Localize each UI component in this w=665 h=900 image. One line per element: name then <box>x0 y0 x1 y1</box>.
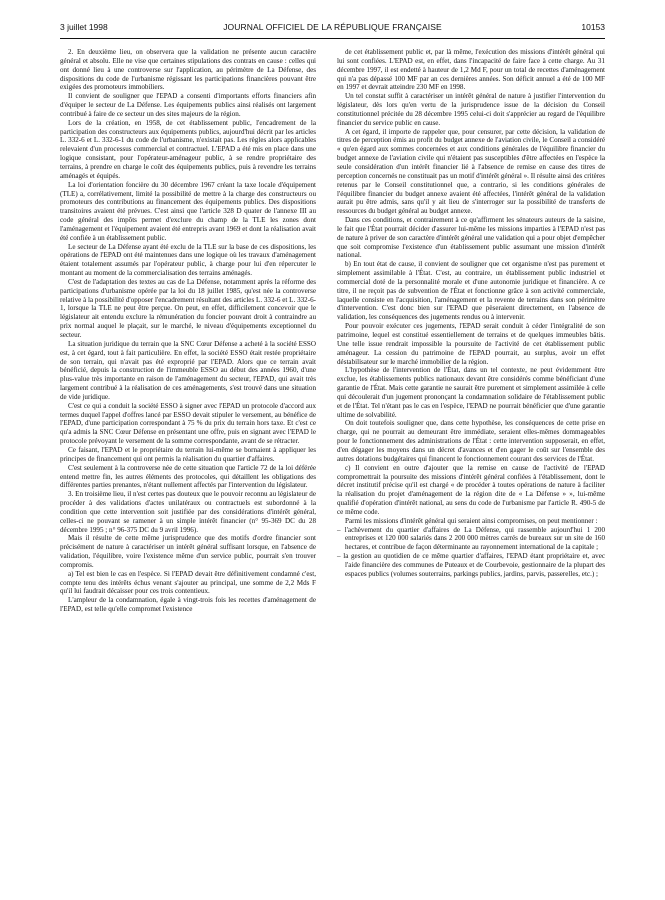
right-column <box>337 48 605 579</box>
paragraph: L'hypothèse de l'intervention de l'État, dans un tel contexte, ne peut évidemment être exclue, les établissements publics nationaux devant être considérés comme bénéficiant d'une garantie de l'État. Mais cette garantie ne saurait être purement et simplement assimilée à celle qui découlerait d'un jugement prononçant la condamnation solidaire de l'établissement public et de l'État. Tel n'étant pas le cas en l'espèce, l'EPAD ne pourrait bénéficier que d'une garantie ultime de solvabilité. <box>337 366 605 419</box>
list-item: – la gestion au quotidien de ce même quartier d'affaires, l'EPAD étant propriétaire et, avec l'aide financière des communes de Puteaux et de Courbevoie, gestionnaire de la plupart des espaces publics (volumes souterrains, parkings publics, jardins, parvis, passerelles, etc.) ; <box>337 552 605 579</box>
paragraph: Il convient de souligner que l'EPAD a consenti d'importants efforts financiers afin d'équiper le secteur de La Défense. Les équipements publics ainsi réalisés ont largement contribué à faire de ce secteur un des sites majeurs de la région. <box>60 92 316 118</box>
header-rule <box>60 38 605 39</box>
paragraph: Lors de la création, en 1958, de cet établissement public, l'encadrement de la participation des constructeurs aux équipements publics, aujourd'hui décrit par les articles L. 332-6 et L. 332-6-1 du code de l'urbanisme, n'existait pas. Les règles alors applicables relevaient d'un processus commercial et contractuel. L'EPAD a été mis en place dans une logique consistant, pour l'opérateur-aménageur public, à se rendre propriétaire des terrains, à prendre en charge le coût des équipements publics, puis à revendre les terrains aménagés et équipés. <box>60 118 316 180</box>
paragraph: c) Il convient en outre d'ajouter que la remise en cause de l'activité de l'EPAD compromettrait la poursuite des missions d'intérêt général confiées à l'établissement, dont le décret institutif précise qu'il est chargé « de procéder à toutes opérations de nature à faciliter la réalisation du projet d'aménagement de la région dite de « La Défense » », lui-même qualifié d'opération d'intérêt national, au sens du code de l'urbanisme par l'article R. 490-5 de ce même code. <box>337 463 605 516</box>
paragraph: C'est ce qui a conduit la société ESSO à signer avec l'EPAD un protocole d'accord aux termes duquel l'appel d'offres lancé par ESSO devait stipuler le versement, au bénéfice de l'EPAD, d'une participation correspondant à 75 % du prix du terrain hors taxe. Et c'est ce qu'a admis la SNC Cœur Défense en présentant une offre, puis en signant avec l'EPAD le protocole prévoyant le versement de la somme correspondante, avant de se rétracter. <box>60 401 316 446</box>
paragraph: 3. En troisième lieu, il n'est certes pas douteux que le pouvoir reconnu au législateur de procéder à des validations d'actes unilatéraux ou contractuels est subordonné à la condition que cette intervention soit justifiée par des considérations d'intérêt général, celles-ci ne pouvant se ramener à un simple intérêt financier (n° 95-369 DC du 28 décembre 1995 ; n° 96-375 DC du 9 avril 1996). <box>60 490 316 534</box>
left-column <box>60 48 316 614</box>
paragraph: Ce faisant, l'EPAD et le propriétaire du terrain lui-même se bornaient à appliquer les principes de financement qui ont permis la réalisation du quartier d'affaires. <box>60 445 316 463</box>
paragraph: On doit toutefois souligner que, dans cette hypothèse, les conséquences de cette prise en charge, qui ne pourrait au demeurant être immédiate, seraient elles-mêmes dommageables pour le fonctionnement des administrations de l'État : cette intervention supposerait, en effet, d'en dégager les moyens dans un décret d'avances et d'en gager le coût sur l'ensemble des autres dotations budgétaires qui financent le fonctionnement courant des services de l'État. <box>337 419 605 463</box>
header-journal-title: JOURNAL OFFICIEL DE LA RÉPUBLIQUE FRANÇAISE <box>223 22 442 32</box>
list-item: – l'achèvement du quartier d'affaires de La Défense, qui rassemble aujourd'hui 1 200 entreprises et 120 000 salariés dans 2 200 000 mètres carrés de bureaux sur un site de 160 hectares, et contribue de façon déterminante au rayonnement international de la capitale ; <box>337 526 605 553</box>
paragraph: Un tel constat suffit à caractériser un intérêt général de nature à justifier l'intervention du législateur, dès lors qu'en vertu de la jurisprudence issue de la décision du Conseil constitutionnel précitée du 28 décembre 1995 celui-ci doit s'apprécier au regard de l'équilibre financier du service public en cause. <box>337 92 605 127</box>
paragraph: Le secteur de La Défense ayant été exclu de la TLE sur la base de ces dispositions, les opérations de l'EPAD ont été maintenues dans une logique où les travaux d'aménagement étaient totalement assumés par l'opérateur public, à charge pour lui d'en répercuter le montant au moment de la commercialisation des terrains aménagés. <box>60 242 316 278</box>
page-header <box>60 22 605 36</box>
paragraph: L'ampleur de la condamnation, égale à vingt-trois fois les recettes d'aménagement de l'EPAD, est telle qu'elle compromet l'existence <box>60 596 316 614</box>
paragraph: Parmi les missions d'intérêt général qui seraient ainsi compromises, on peut mentionner : <box>345 516 598 525</box>
missions-list <box>337 526 605 579</box>
paragraph: La loi d'orientation foncière du 30 décembre 1967 créant la taxe locale d'équipement (TLE) a, corrélativement, limité la possibilité de mettre à la charge des constructeurs ou promoteurs des contributions au financement des équipements publics. Des dispositions transitoires avaient été prévues. C'est ainsi que l'article 328 D quater de l'annexe III au code général des impôts permet d'exclure du champ de la TLE les zones dont l'aménagement et l'équipement avaient été entrepris avant 1969 et dont la réalisation avait été confiée à un établissement public. <box>60 180 316 242</box>
paragraph: Mais il résulte de cette même jurisprudence que des motifs d'ordre financier sont précisément de nature à caractériser un intérêt général suffisant lorsque, en l'absence de validation, l'équilibre, voire l'existence même d'un service public, pourrait s'en trouver compromis. <box>60 534 316 569</box>
paragraph: La situation juridique du terrain que la SNC Cœur Défense a acheté à la société ESSO est, à cet égard, tout à fait particulière. En effet, la société ESSO était restée propriétaire de son terrain, qui n'avait pas été exproprié par l'EPAD. Alors que ce terrain avait bénéficié, depuis la construction de l'immeuble ESSO au début des années 1960, d'une plus-value très importante en raison de l'aménagement du secteur, l'EPAD, qui avait très largement contribué à la réalisation de ces aménagements, s'est trouvé dans une situation de vide juridique. <box>60 339 316 401</box>
header-page-number: 10153 <box>581 22 605 32</box>
right-column-paragraphs <box>337 48 605 526</box>
paragraph: a) Tel est bien le cas en l'espèce. Si l'EPAD devait être définitivement condamné c'est, compte tenu des intérêts échus venant s'ajouter au principal, une somme de 2,2 Mds F qu'il lui faudrait décaisser pour ces trois contentieux. <box>60 569 316 596</box>
paragraph: A cet égard, il importe de rappeler que, pour censurer, par cette décision, la validation de titres de perception émis au profit du budget annexe de l'aviation civile, le Conseil a considéré « qu'en égard aux sommes concernées et aux conditions générales de l'équilibre financier du budget annexe de l'aviation civile qui n'étaient pas susceptibles d'être affectées en l'espèce la seule considération d'un intérêt financier lié à l'absence de remise en cause des titres de perception concernés ne constituait pas un motif d'intérêt général ». Il résulte ainsi des critères retenus par le Conseil constitutionnel que, a contrario, si les conditions générales de l'équilibre financier du budget annexe avaient été affectées, l'intérêt général de la validation aurait pu être admis, sans qu'il y ait lieu de s'interroger sur la possibilité de transferts de ressources du budget général au budget annexe. <box>337 127 605 216</box>
paragraph: de cet établissement public et, par là même, l'exécution des missions d'intérêt général qui lui sont confiées. L'EPAD est, en effet, dans l'incapacité de faire face à cette charge. Au 31 décembre 1997, il est endetté à hauteur de 1,2 Md F, pour un total de recettes d'aménagement qui n'a pas dépassé 100 MF par an ces dernières années. Son déficit annuel a été de 100 MF en 1997 et devrait atteindre 230 MF en 1998. <box>337 48 605 92</box>
paragraph: 2. En deuxième lieu, on observera que la validation ne présente aucun caractère général et absolu. Elle ne vise que certaines stipulations des contrats en cause : celles qui ont donné lieu à une controverse sur l'application, au périmètre de La Défense, des dispositions du code de l'urbanisme régissant les participations financières pouvant être exigées des promoteurs immobiliers. <box>60 48 316 92</box>
paragraph: Dans ces conditions, et contrairement à ce qu'affirment les sénateurs auteurs de la saisine, le fait que l'État pourrait décider d'assurer lui-même les missions imparties à l'EPAD n'est pas de nature à priver de son caractère d'intérêt général une validation qui a pour objet d'empêcher que soit compromise l'existence d'un établissement public assumant une mission d'intérêt national. <box>337 216 605 260</box>
paragraph: C'est seulement à la controverse née de cette situation que l'article 72 de la loi déférée entend mettre fin, les autres éléments des protocoles, qui détaillent les obligations des différentes parties prenantes, n'étant nullement affectés par l'intervention du législateur. <box>60 463 316 490</box>
paragraph: Pour pouvoir exécuter ces jugements, l'EPAD serait conduit à céder l'intégralité de son patrimoine, lequel est constitué essentiellement de terrains et de quelques immeubles bâtis. Une telle issue rendrait impossible la poursuite de l'activité de cet établissement public aménageur. La cession du patrimoine de l'EPAD pourrait, au surplus, avoir un effet déstabilisateur sur le marché immobilier de la région. <box>337 322 605 366</box>
paragraph: b) En tout état de cause, il convient de souligner que cet organisme n'est pas purement et simplement assimilable à l'État. C'est, au contraire, un établissement public industriel et commercial doté de la personnalité morale et d'une autonomie juridique et financière. A ce titre, il ne reçoit pas de subvention de l'État et fonctionne grâce à son activité commerciale, laquelle consiste en l'acquisition, l'aménagement et la revente de terrains dans son périmètre d'intervention. C'est donc bien sur l'EPAD que pèseraient directement, en l'absence de validation, les conséquences des jugements rendus ou à intervenir. <box>337 260 605 322</box>
paragraph: C'est de l'adaptation des textes au cas de La Défense, notamment après la réforme des participations d'urbanisme opérée par la loi du 18 juillet 1985, qu'est née la controverse relative à la possibilité d'opposer l'encadrement résultant des articles L. 332-6 et L. 332-6-1, lorsque la TLE ne peut être perçue. On peut, en effet, difficilement concevoir que le législateur ait entendu exclure la rémunération du foncier pouvant droit à contraindre au prix normal auquel le plaçait, sur le marché, le niveau d'équipements exceptionnel du secteur. <box>60 277 316 339</box>
header-date: 3 juillet 1998 <box>60 22 108 32</box>
